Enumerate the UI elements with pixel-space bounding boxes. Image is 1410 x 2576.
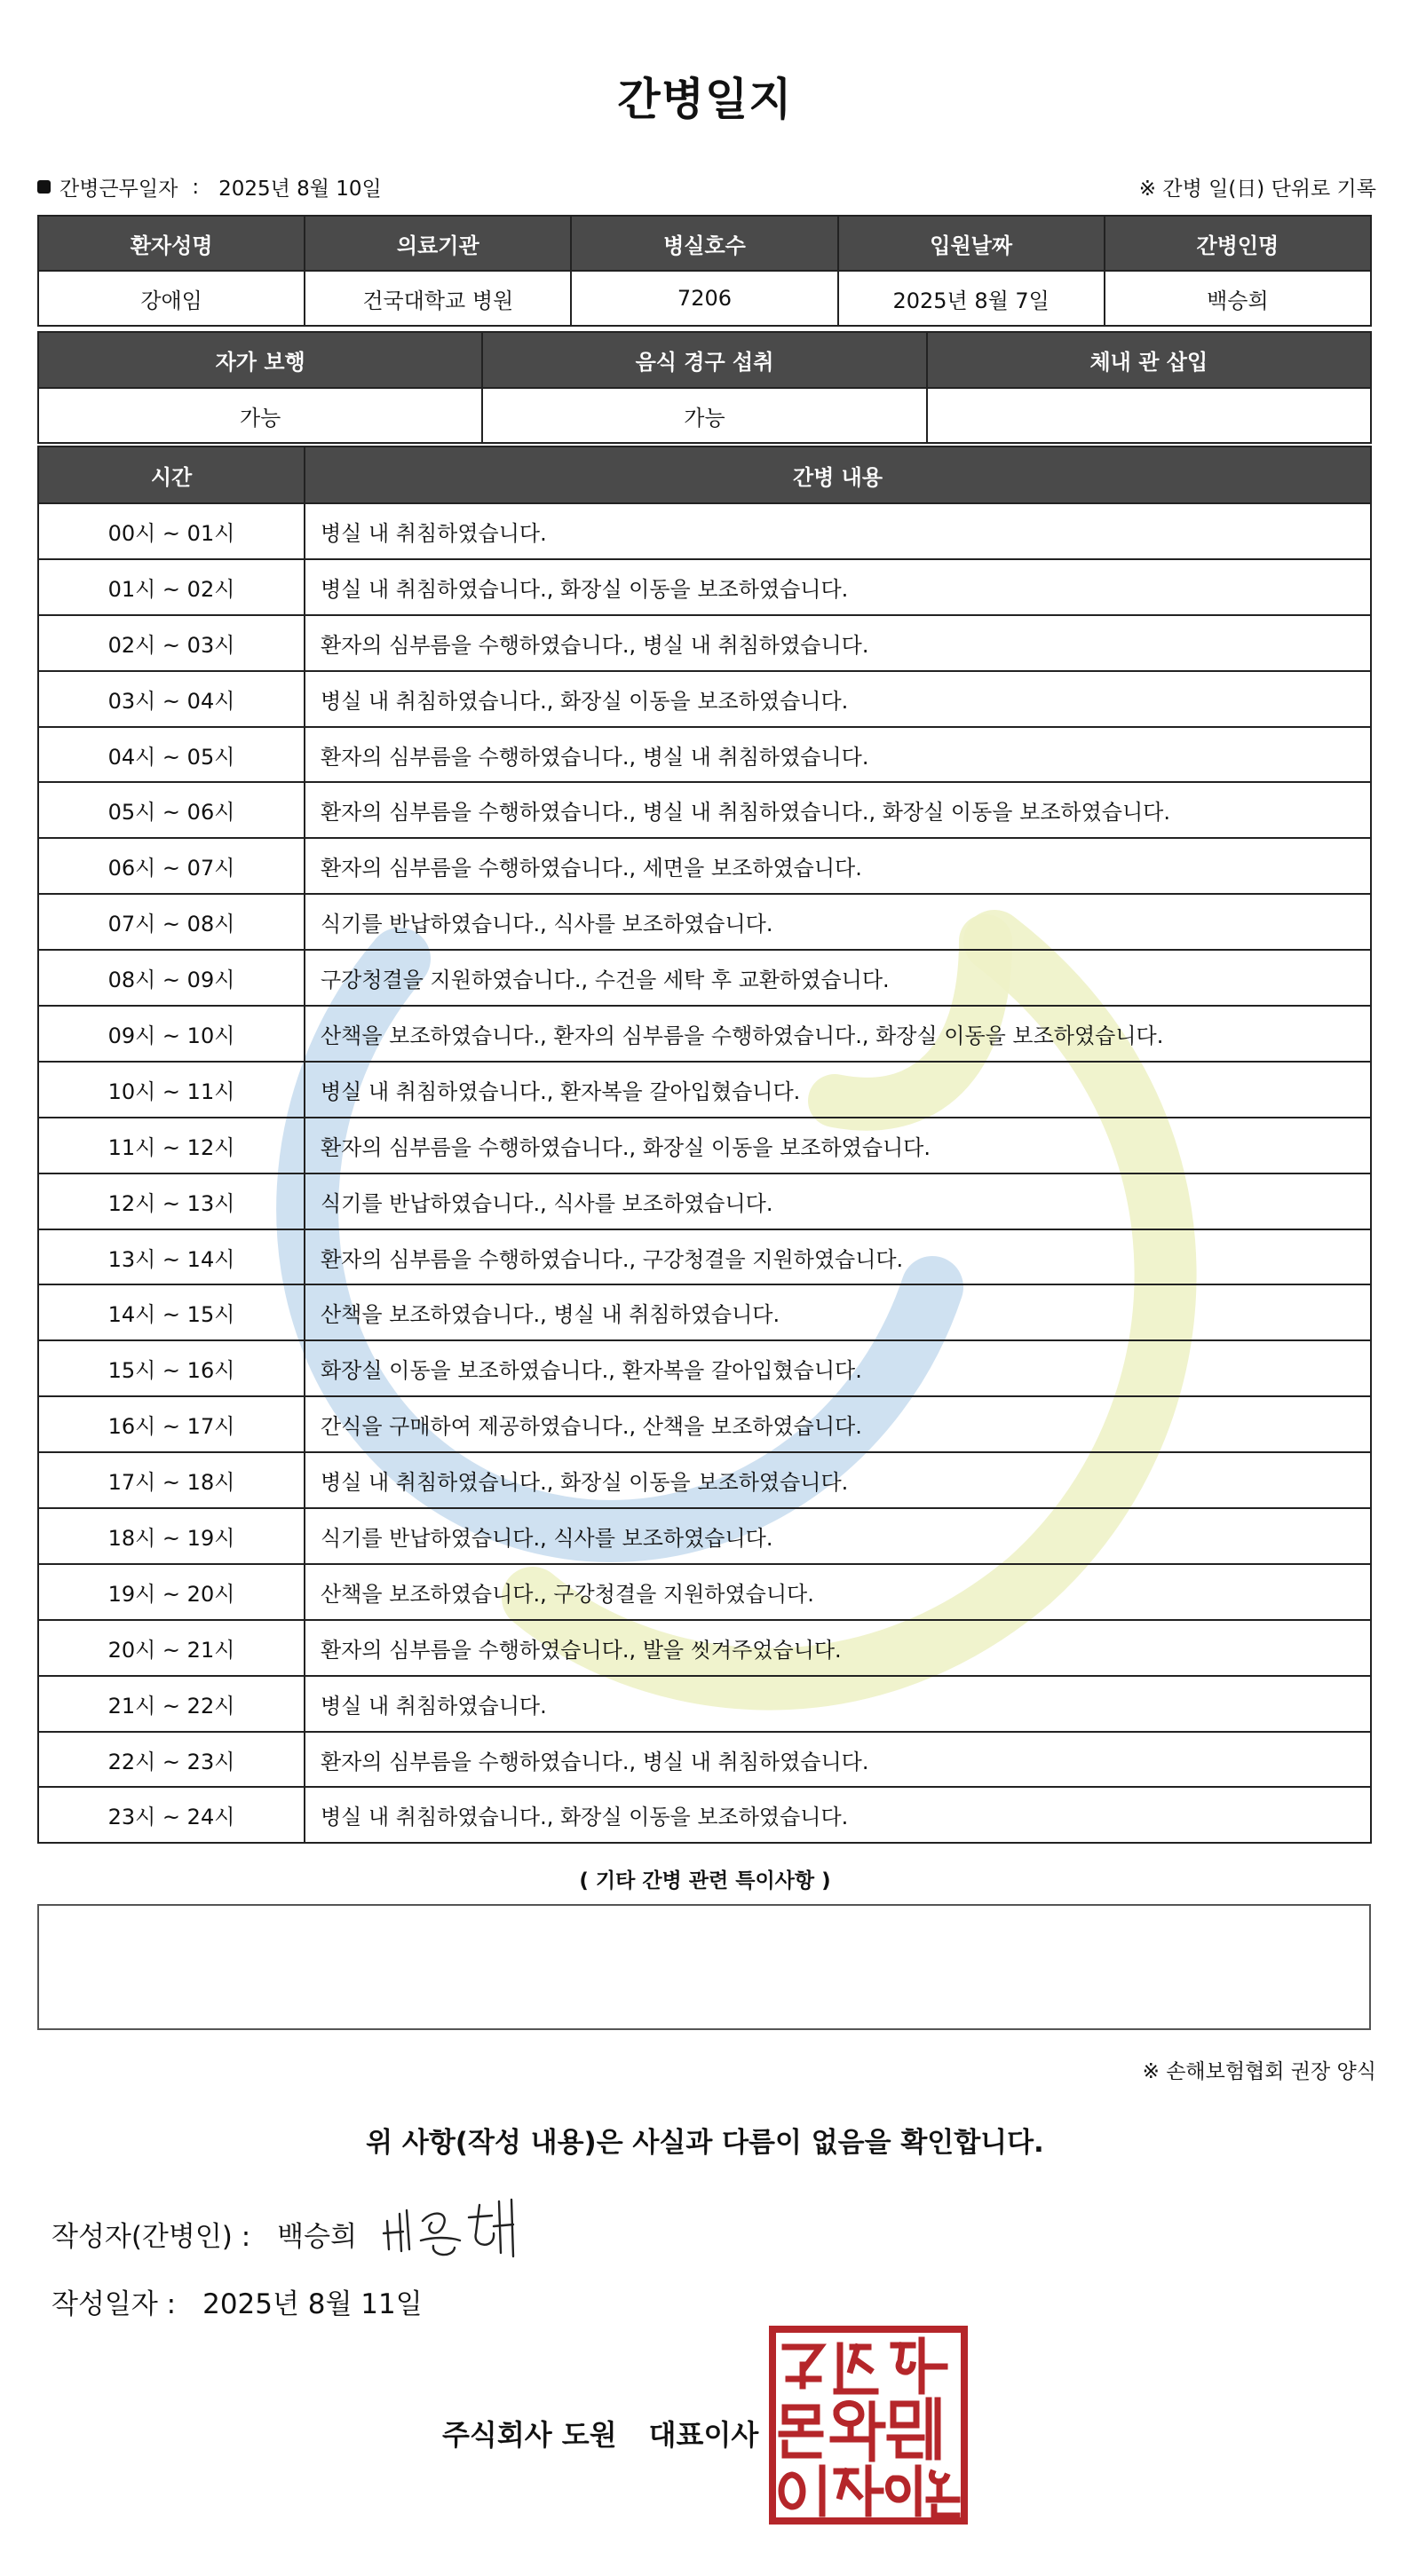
log-content: 환자의 심부름을 수행하였습니다., 세면을 보조하였습니다. bbox=[305, 838, 1371, 894]
table-row bbox=[38, 1676, 1371, 1732]
log-time: 14시 ~ 15시 bbox=[38, 1284, 305, 1340]
table-row bbox=[38, 1006, 1371, 1062]
log-content: 환자의 심부름을 수행하였습니다., 병실 내 취침하였습니다. bbox=[305, 615, 1371, 671]
work-date-separator: : bbox=[192, 175, 200, 199]
self-walking-value: 가능 bbox=[38, 388, 482, 443]
table-row bbox=[38, 838, 1371, 894]
table-row bbox=[38, 1396, 1371, 1452]
table-row bbox=[38, 1564, 1371, 1620]
log-content: 환자의 심부름을 수행하였습니다., 화장실 이동을 보조하였습니다. bbox=[305, 1118, 1371, 1173]
log-content: 병실 내 취침하였습니다., 화장실 이동을 보조하였습니다. bbox=[305, 559, 1371, 615]
log-time: 16시 ~ 17시 bbox=[38, 1396, 305, 1452]
handwritten-signature bbox=[380, 2194, 531, 2265]
log-content: 구강청결을 지원하였습니다., 수건을 세탁 후 교환하였습니다. bbox=[305, 950, 1371, 1006]
table-row bbox=[38, 615, 1371, 671]
log-time: 06시 ~ 07시 bbox=[38, 838, 305, 894]
log-content: 환자의 심부름을 수행하였습니다., 발을 씻겨주었습니다. bbox=[305, 1620, 1371, 1676]
table-row bbox=[38, 1340, 1371, 1396]
log-time: 03시 ~ 04시 bbox=[38, 671, 305, 727]
header-oral-intake: 음식 경구 섭취 bbox=[482, 332, 926, 388]
log-time: 23시 ~ 24시 bbox=[38, 1787, 305, 1843]
writer-line bbox=[51, 2214, 357, 2254]
table-row bbox=[38, 1787, 1371, 1843]
log-time: 19시 ~ 20시 bbox=[38, 1564, 305, 1620]
table-row bbox=[38, 894, 1371, 950]
log-content: 환자의 심부름을 수행하였습니다., 병실 내 취침하였습니다. bbox=[305, 1732, 1371, 1788]
work-date-line bbox=[37, 172, 382, 201]
company-name: 주식회사 도원 bbox=[442, 2418, 617, 2452]
tube-insertion-value bbox=[927, 388, 1371, 443]
header-admission-date: 입원날짜 bbox=[838, 216, 1105, 271]
log-time: 11시 ~ 12시 bbox=[38, 1118, 305, 1173]
table-row bbox=[38, 271, 1371, 326]
room-number: 7206 bbox=[571, 271, 837, 326]
header-room-number: 병실호수 bbox=[571, 216, 837, 271]
log-time: 12시 ~ 13시 bbox=[38, 1173, 305, 1229]
log-time: 04시 ~ 05시 bbox=[38, 727, 305, 783]
log-time: 07시 ~ 08시 bbox=[38, 894, 305, 950]
table-row bbox=[38, 503, 1371, 559]
log-time: 00시 ~ 01시 bbox=[38, 503, 305, 559]
extra-notes-title: ( 기타 간병 관련 특이사항 ) bbox=[579, 1869, 831, 1892]
work-date-label: 간병근무일자 bbox=[59, 178, 178, 201]
header-self-walking: 자가 보행 bbox=[38, 332, 482, 388]
header-hospital: 의료기관 bbox=[305, 216, 571, 271]
table-header-row bbox=[38, 216, 1371, 271]
log-content: 식기를 반납하였습니다., 식사를 보조하였습니다. bbox=[305, 1508, 1371, 1564]
log-time: 13시 ~ 14시 bbox=[38, 1229, 305, 1285]
oral-intake-value: 가능 bbox=[482, 388, 926, 443]
table-header-row bbox=[38, 446, 1371, 503]
admission-date: 2025년 8월 7일 bbox=[838, 271, 1105, 326]
log-content: 산책을 보조하였습니다., 병실 내 취침하였습니다. bbox=[305, 1284, 1371, 1340]
table-row bbox=[38, 1229, 1371, 1285]
header-patient-name: 환자성명 bbox=[38, 216, 305, 271]
log-content: 간식을 구매하여 제공하였습니다., 산책을 보조하였습니다. bbox=[305, 1396, 1371, 1452]
header-tube-insertion: 체내 관 삽입 bbox=[927, 332, 1371, 388]
log-time: 18시 ~ 19시 bbox=[38, 1508, 305, 1564]
work-date-value: 2025년 8월 10일 bbox=[218, 178, 382, 201]
table-row bbox=[38, 388, 1371, 443]
confirmation-statement: 위 사항(작성 내용)은 사실과 다름이 없음을 확인합니다. bbox=[366, 2127, 1044, 2159]
hospital-name: 건국대학교 병원 bbox=[305, 271, 571, 326]
log-content: 환자의 심부름을 수행하였습니다., 병실 내 취침하였습니다. bbox=[305, 727, 1371, 783]
status-info-table bbox=[37, 331, 1372, 444]
log-content: 식기를 반납하였습니다., 식사를 보조하였습니다. bbox=[305, 894, 1371, 950]
log-time: 01시 ~ 02시 bbox=[38, 559, 305, 615]
log-time: 22시 ~ 23시 bbox=[38, 1732, 305, 1788]
patient-info-table bbox=[37, 215, 1372, 327]
log-content: 환자의 심부름을 수행하였습니다., 병실 내 취침하였습니다., 화장실 이동을 보조하였습니다. bbox=[305, 782, 1371, 838]
written-date-line bbox=[51, 2281, 423, 2321]
header-time: 시간 bbox=[38, 446, 305, 503]
log-content: 환자의 심부름을 수행하였습니다., 구강청결을 지원하였습니다. bbox=[305, 1229, 1371, 1285]
patient-name: 강애임 bbox=[38, 271, 305, 326]
log-time: 21시 ~ 22시 bbox=[38, 1676, 305, 1732]
company-seal-stamp bbox=[769, 2326, 968, 2525]
table-row bbox=[38, 1284, 1371, 1340]
header-caregiver-name: 간병인명 bbox=[1105, 216, 1371, 271]
extra-notes-box bbox=[37, 1904, 1371, 2030]
seal-graphic bbox=[769, 2326, 968, 2525]
table-row bbox=[38, 1118, 1371, 1173]
form-note: ※ 손해보험협회 권장 양식 bbox=[1142, 2060, 1376, 2083]
written-date-value: 2025년 8월 11일 bbox=[202, 2288, 423, 2320]
document-title: 간병일지 bbox=[617, 74, 793, 125]
table-row bbox=[38, 1062, 1371, 1118]
table-row bbox=[38, 1732, 1371, 1788]
log-time: 17시 ~ 18시 bbox=[38, 1452, 305, 1508]
table-row bbox=[38, 1508, 1371, 1564]
table-row bbox=[38, 671, 1371, 727]
table-row bbox=[38, 727, 1371, 783]
written-date-label: 작성일자 : bbox=[51, 2288, 177, 2320]
log-content: 병실 내 취침하였습니다. bbox=[305, 1676, 1371, 1732]
caregiver-name: 백승희 bbox=[1105, 271, 1371, 326]
unit-note: ※ 간병 일(日) 단위로 기록 bbox=[1138, 178, 1376, 201]
care-log-table bbox=[37, 446, 1372, 1844]
log-content: 병실 내 취침하였습니다., 화장실 이동을 보조하였습니다. bbox=[305, 1452, 1371, 1508]
table-row bbox=[38, 1173, 1371, 1229]
log-content: 산책을 보조하였습니다., 환자의 심부름을 수행하였습니다., 화장실 이동을 보조하였습니다. bbox=[305, 1006, 1371, 1062]
log-content: 식기를 반납하였습니다., 식사를 보조하였습니다. bbox=[305, 1173, 1371, 1229]
log-time: 20시 ~ 21시 bbox=[38, 1620, 305, 1676]
header-care-content: 간병 내용 bbox=[305, 446, 1371, 503]
log-time: 05시 ~ 06시 bbox=[38, 782, 305, 838]
writer-name: 백승희 bbox=[277, 2221, 358, 2253]
table-row bbox=[38, 1620, 1371, 1676]
log-content: 병실 내 취침하였습니다., 화장실 이동을 보조하였습니다. bbox=[305, 1787, 1371, 1843]
table-row bbox=[38, 950, 1371, 1006]
log-time: 02시 ~ 03시 bbox=[38, 615, 305, 671]
log-content: 병실 내 취침하였습니다. bbox=[305, 503, 1371, 559]
log-content: 병실 내 취침하였습니다., 화장실 이동을 보조하였습니다. bbox=[305, 671, 1371, 727]
log-content: 화장실 이동을 보조하였습니다., 환자복을 갈아입혔습니다. bbox=[305, 1340, 1371, 1396]
table-header-row bbox=[38, 332, 1371, 388]
log-time: 08시 ~ 09시 bbox=[38, 950, 305, 1006]
table-row bbox=[38, 782, 1371, 838]
log-time: 09시 ~ 10시 bbox=[38, 1006, 305, 1062]
table-row bbox=[38, 559, 1371, 615]
log-content: 병실 내 취침하였습니다., 환자복을 갈아입혔습니다. bbox=[305, 1062, 1371, 1118]
log-time: 10시 ~ 11시 bbox=[38, 1062, 305, 1118]
table-row bbox=[38, 1452, 1371, 1508]
bullet-icon bbox=[37, 180, 51, 194]
writer-label: 작성자(간병인) : bbox=[51, 2221, 251, 2253]
company-line bbox=[442, 2413, 758, 2454]
log-time: 15시 ~ 16시 bbox=[38, 1340, 305, 1396]
log-content: 산책을 보조하였습니다., 구강청결을 지원하였습니다. bbox=[305, 1564, 1371, 1620]
representative-title: 대표이사 bbox=[648, 2418, 759, 2452]
